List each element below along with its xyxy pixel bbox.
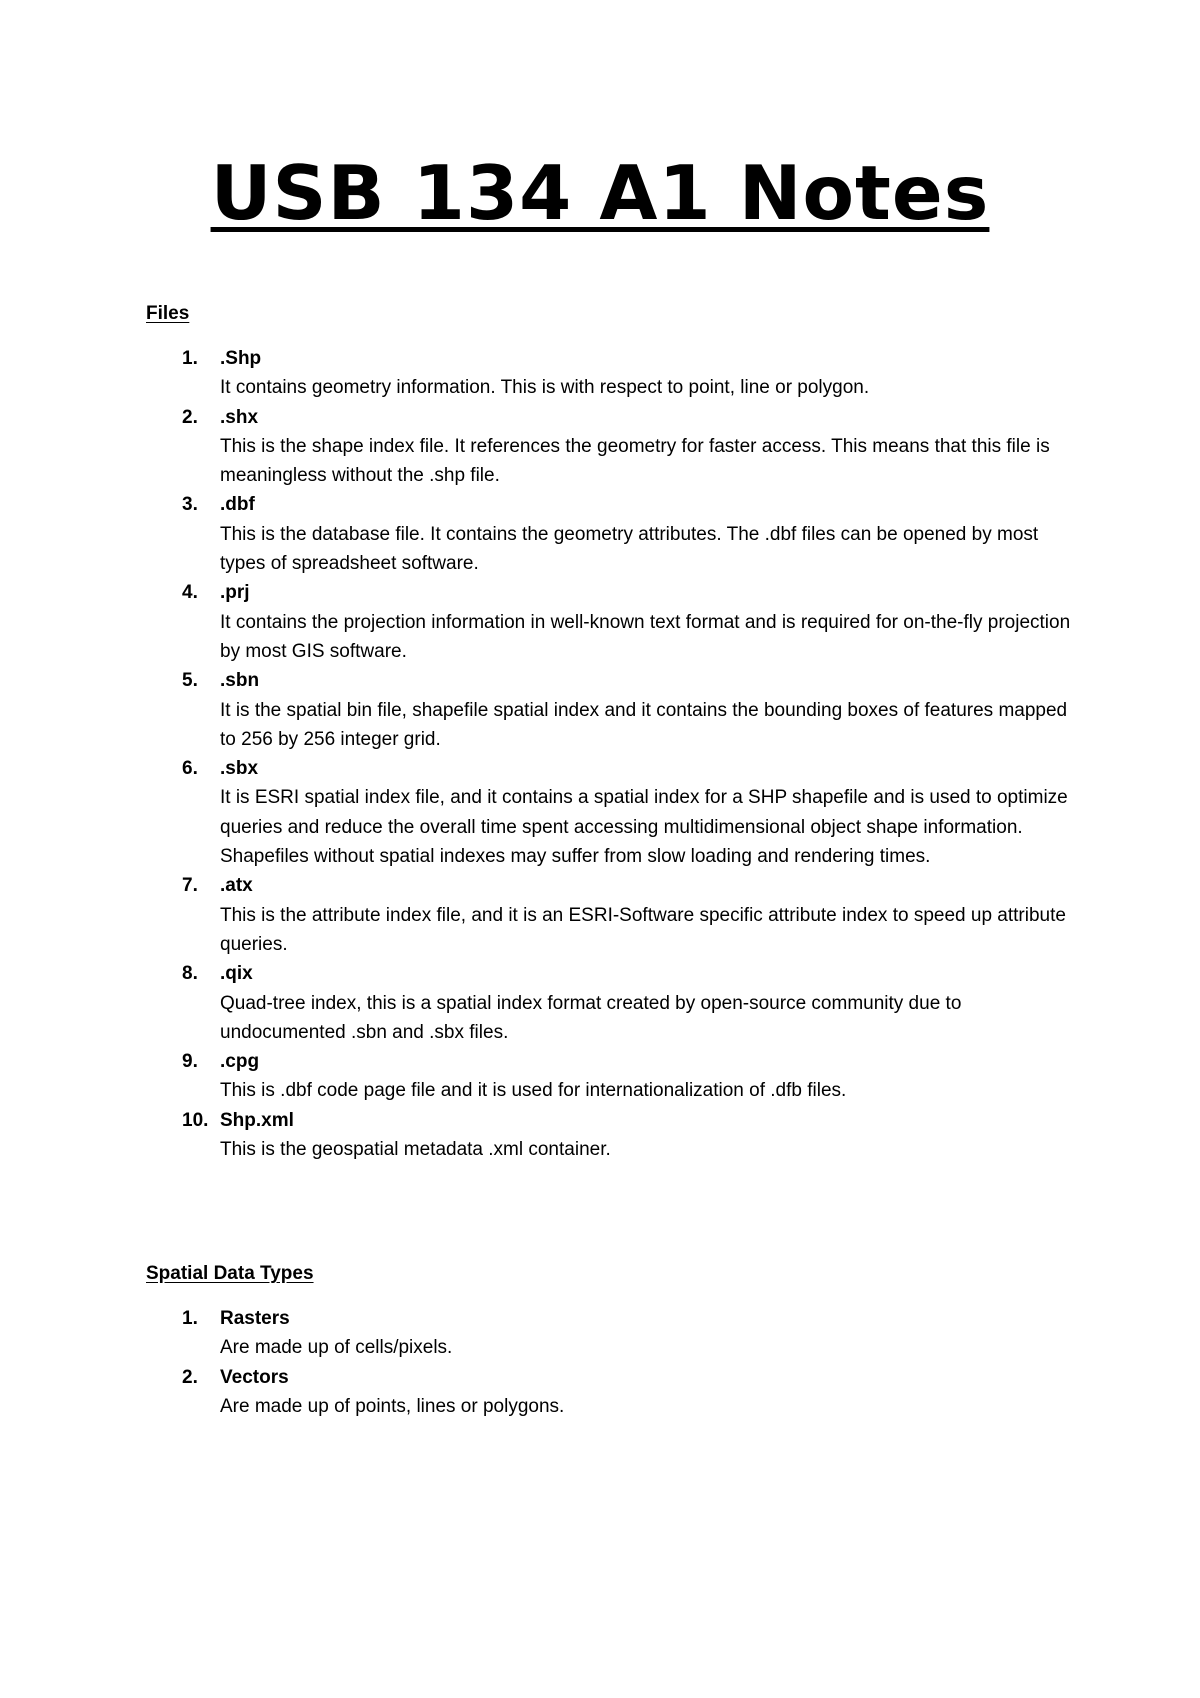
item-number: 7. [182, 875, 198, 897]
item-description: Are made up of cells/pixels. [220, 1337, 453, 1359]
files-section [146, 302, 1086, 1164]
item-number: 4. [182, 582, 198, 604]
list-item [146, 959, 1086, 1047]
list-item [146, 1363, 1086, 1422]
item-description: It is ESRI spatial index file, and it contains a spatial index for a SHP shapefile and is used to optimize queries and reduce the overall time spent accessing multidimensional object shape information. Shapefiles without spatial indexes may suffer from slow loading and rendering times. [220, 787, 1068, 868]
spatial-data-types-heading: Spatial Data Types [146, 1263, 314, 1284]
files-heading: Files [146, 303, 190, 324]
item-description: It contains geometry information. This is with respect to point, line or polygon. [220, 377, 870, 399]
list-item [146, 403, 1086, 491]
item-description: This is the geospatial metadata .xml container. [220, 1139, 611, 1161]
list-item [146, 1106, 1086, 1165]
spatial-data-types-section [146, 1262, 1086, 1421]
document-title: USB 134 A1 Notes [210, 149, 990, 237]
list-item [146, 1047, 1086, 1106]
item-name: .cpg [220, 1051, 260, 1073]
list-item [146, 871, 1086, 959]
files-list [146, 344, 1086, 1164]
item-description: This is .dbf code page file and it is used for internationalization of .dfb files. [220, 1080, 847, 1102]
item-name: .Shp [220, 348, 262, 369]
item-description: This is the attribute index file, and it is an ESRI-Software specific attribute index to speed up attribute queries. [220, 904, 1066, 955]
item-name: Shp.xml [220, 1109, 294, 1131]
item-number: 2. [182, 406, 198, 428]
item-description: Quad-tree index, this is a spatial index format created by open-source community due to undocumented .sbn and .sbx files. [220, 992, 962, 1043]
item-name: .atx [220, 875, 253, 897]
item-number: 6. [182, 758, 198, 780]
item-description: Are made up of points, lines or polygons. [220, 1395, 565, 1417]
item-description: This is the database file. It contains the geometry attributes. The .dbf files can be opened by most types of spreadsheet software. [220, 523, 1039, 575]
list-item [146, 490, 1086, 578]
item-name: .shx [220, 406, 259, 428]
list-item [146, 344, 1086, 403]
item-name: .qix [220, 963, 253, 985]
item-number: 5. [182, 670, 198, 692]
list-item [146, 754, 1086, 871]
item-name: Rasters [220, 1308, 290, 1329]
item-description: It contains the projection information in well-known text format and is required for on-the-fly projection by most GIS software. [220, 611, 1071, 662]
item-description: It is the spatial bin file, shapefile spatial index and it contains the bounding boxes of features mapped to 256 by 256 integer grid. [220, 699, 1068, 750]
item-number: 1. [182, 348, 198, 369]
item-name: .sbn [220, 670, 260, 692]
item-name: .sbx [220, 758, 259, 780]
item-description: This is the shape index file. It references the geometry for faster access. This means that this file is meaningless without the .shp file. [220, 435, 1050, 487]
item-name: Vectors [220, 1366, 289, 1388]
item-number: 3. [182, 494, 198, 516]
item-number: 1. [182, 1308, 198, 1329]
list-item [146, 666, 1086, 754]
item-name: .dbf [220, 494, 255, 516]
item-number: 10. [182, 1109, 209, 1131]
item-number: 9. [182, 1051, 198, 1073]
item-number: 2. [182, 1366, 198, 1388]
item-number: 8. [182, 963, 198, 985]
spatial-data-types-list [146, 1304, 1086, 1421]
list-item [146, 1304, 1086, 1363]
list-item [146, 578, 1086, 666]
item-name: .prj [220, 582, 250, 604]
